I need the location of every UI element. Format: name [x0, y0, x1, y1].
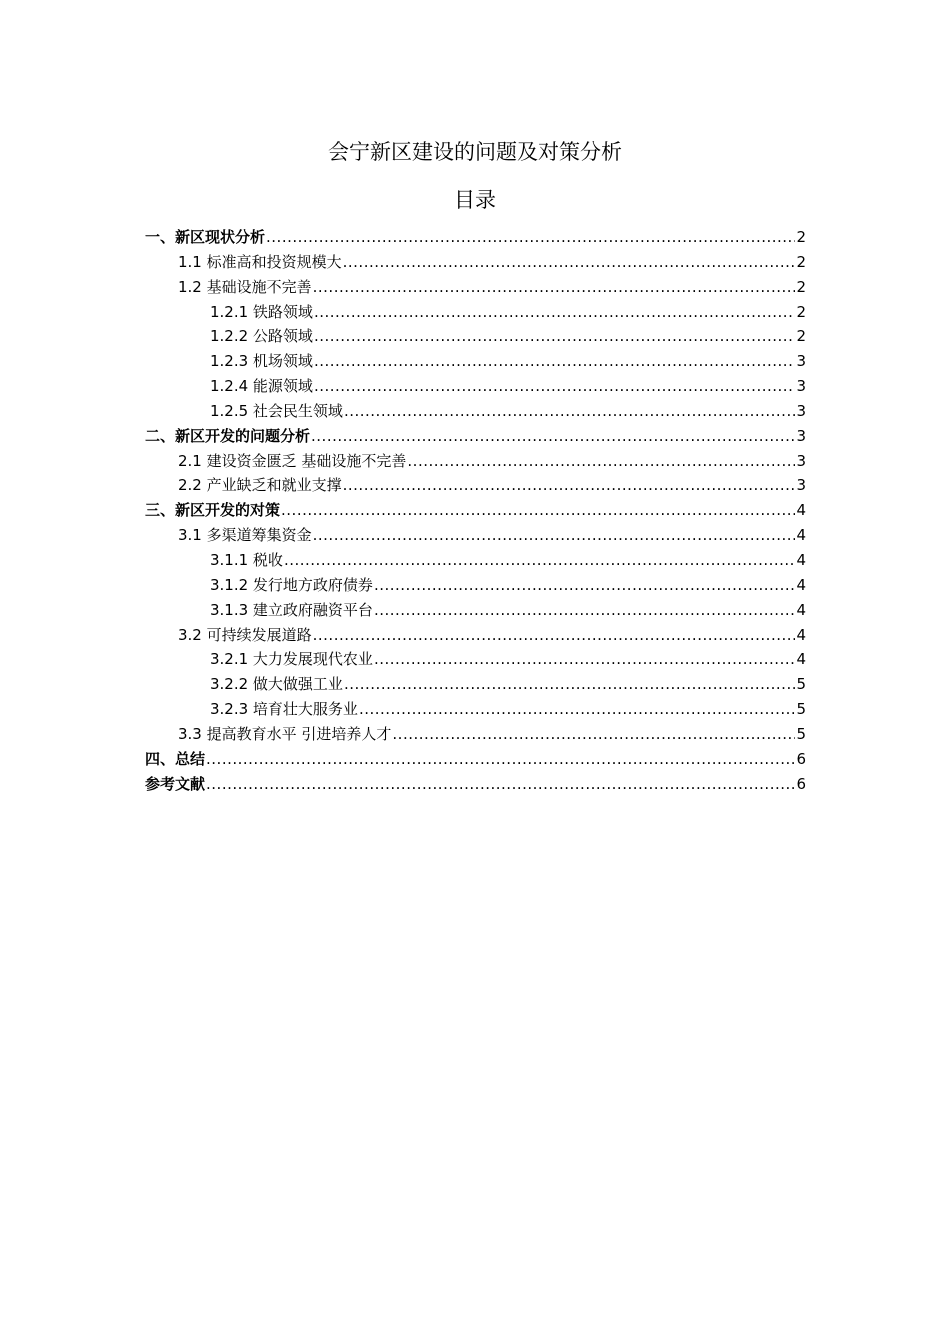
toc-entry-label: 二、新区开发的问题分析: [145, 426, 311, 445]
toc-entry[interactable]: [145, 548, 806, 573]
table-of-contents: [145, 225, 806, 796]
toc-entry[interactable]: [145, 324, 806, 349]
toc-entry-page-number: 2: [796, 327, 806, 346]
toc-entry[interactable]: [145, 424, 806, 449]
toc-dot-leader: [314, 374, 796, 399]
toc-entry-page-number: 2: [796, 302, 806, 321]
toc-dot-leader: [407, 449, 795, 474]
toc-entry-label: 四、总结: [145, 749, 206, 768]
toc-entry-label: 1.2.2 公路领域: [210, 327, 313, 346]
toc-entry[interactable]: [145, 449, 806, 474]
toc-entry[interactable]: [145, 250, 806, 275]
toc-dot-leader: [374, 573, 796, 598]
toc-dot-leader: [343, 250, 796, 275]
toc-entry-page-number: 5: [796, 724, 806, 743]
toc-entry-page-number: 4: [796, 650, 806, 669]
toc-entry-label: 1.2.4 能源领域: [210, 377, 313, 396]
toc-dot-leader: [206, 747, 795, 772]
toc-dot-leader: [206, 772, 795, 797]
toc-entry[interactable]: [145, 598, 806, 623]
toc-dot-leader: [313, 523, 796, 548]
toc-dot-leader: [359, 697, 796, 722]
toc-entry[interactable]: [145, 573, 806, 598]
toc-dot-leader: [284, 548, 796, 573]
toc-entry-page-number: 4: [796, 625, 806, 644]
toc-entry-page-number: 2: [796, 228, 806, 246]
toc-dot-leader: [311, 424, 795, 449]
toc-entry[interactable]: [145, 225, 806, 250]
toc-entry[interactable]: [145, 722, 806, 747]
toc-dot-leader: [313, 275, 796, 300]
toc-entry-label: 1.2.5 社会民生领域: [210, 401, 343, 420]
toc-dot-leader: [392, 722, 795, 747]
toc-entry-page-number: 3: [796, 352, 806, 371]
toc-entry-page-number: 5: [796, 700, 806, 719]
toc-entry-label: 3.2.3 培育壮大服务业: [210, 700, 358, 719]
toc-entry[interactable]: [145, 747, 806, 772]
toc-entry-page-number: 3: [796, 426, 806, 445]
toc-entry-page-number: 3: [796, 451, 806, 470]
toc-entry-label: 3.2.2 做大做强工业: [210, 675, 343, 694]
toc-entry-page-number: 3: [796, 476, 806, 495]
toc-entry-label: 3.1.1 税收: [210, 550, 283, 569]
toc-entry-label: 3.1.3 建立政府融资平台: [210, 600, 373, 619]
toc-entry-page-number: 5: [796, 675, 806, 694]
toc-dot-leader: [343, 473, 796, 498]
toc-entry-label: 3.2.1 大力发展现代农业: [210, 650, 373, 669]
toc-entry-label: 三、新区开发的对策: [145, 501, 281, 520]
toc-entry-page-number: 2: [796, 277, 806, 296]
toc-entry-label: 1.2.3 机场领域: [210, 352, 313, 371]
toc-entry-page-number: 4: [796, 575, 806, 594]
toc-entry[interactable]: [145, 772, 806, 797]
toc-dot-leader: [344, 672, 796, 697]
toc-entry-label: 3.1 多渠道筹集资金: [178, 526, 312, 545]
toc-entry-page-number: 6: [796, 774, 806, 793]
toc-entry-label: 3.3 提高教育水平 引进培养人才: [178, 724, 392, 743]
toc-entry[interactable]: [145, 647, 806, 672]
toc-entry-page-number: 4: [796, 501, 806, 520]
toc-dot-leader: [314, 349, 796, 374]
toc-entry-page-number: 3: [796, 377, 806, 396]
toc-dot-leader: [313, 623, 796, 648]
toc-entry-page-number: 3: [796, 401, 806, 420]
toc-entry[interactable]: [145, 399, 806, 424]
toc-dot-leader: [344, 399, 796, 424]
toc-dot-leader: [374, 598, 796, 623]
toc-entry[interactable]: [145, 473, 806, 498]
toc-entry-page-number: 4: [796, 526, 806, 545]
toc-entry-label: 2.2 产业缺乏和就业支撑: [178, 476, 342, 495]
toc-dot-leader: [266, 225, 795, 250]
toc-entry[interactable]: [145, 697, 806, 722]
toc-entry[interactable]: [145, 498, 806, 523]
toc-heading: 目录: [454, 188, 496, 212]
toc-entry-label: 3.1.2 发行地方政府债券: [210, 575, 373, 594]
toc-entry[interactable]: [145, 349, 806, 374]
toc-entry[interactable]: [145, 623, 806, 648]
toc-entry-label: 一、新区现状分析: [145, 228, 266, 246]
toc-dot-leader: [314, 300, 796, 325]
toc-dot-leader: [314, 324, 796, 349]
toc-entry-label: 3.2 可持续发展道路: [178, 625, 312, 644]
toc-entry-label: 参考文献: [145, 774, 206, 793]
toc-entry-page-number: 4: [796, 600, 806, 619]
toc-entry-page-number: 6: [796, 749, 806, 768]
toc-dot-leader: [281, 498, 795, 523]
toc-entry[interactable]: [145, 374, 806, 399]
toc-entry[interactable]: [145, 672, 806, 697]
toc-entry[interactable]: [145, 523, 806, 548]
toc-entry-label: 1.2 基础设施不完善: [178, 277, 312, 296]
toc-entry[interactable]: [145, 300, 806, 325]
toc-dot-leader: [374, 647, 796, 672]
toc-entry[interactable]: [145, 275, 806, 300]
toc-entry-label: 1.2.1 铁路领域: [210, 302, 313, 321]
toc-entry-page-number: 2: [796, 252, 806, 271]
toc-entry-label: 2.1 建设资金匮乏 基础设施不完善: [178, 451, 407, 470]
document-title: 会宁新区建设的问题及对策分析: [328, 140, 622, 164]
toc-entry-page-number: 4: [796, 550, 806, 569]
toc-entry-label: 1.1 标准高和投资规模大: [178, 252, 342, 271]
